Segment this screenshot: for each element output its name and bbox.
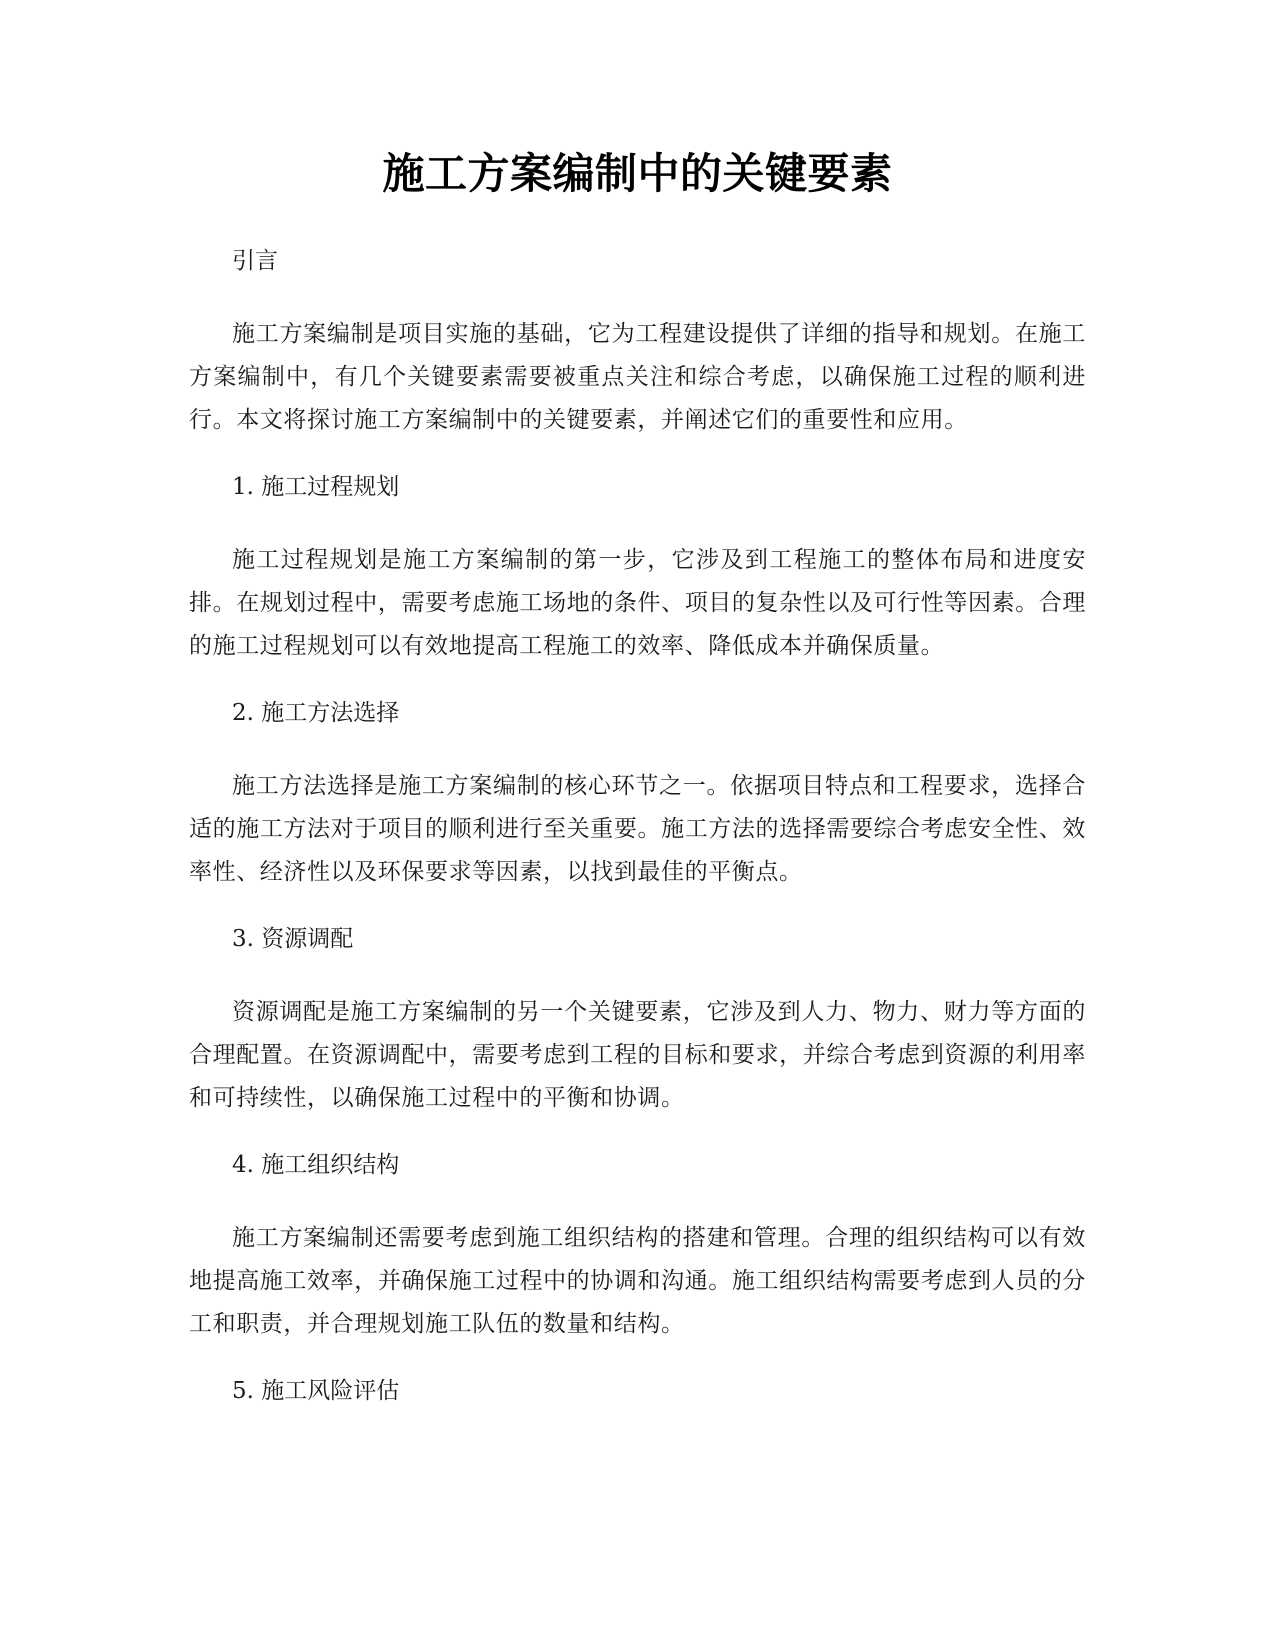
section-heading-1: 1. 施工过程规划 [232,474,400,500]
section-paragraph-2: 施工方法选择是施工方案编制的核心环节之一。依据项目特点和工程要求，选择合适的施工方法对于项目的顺利进行至关重要。施工方法的选择需要综合考虑安全性、效率性、经济性以及环保要求等因素，以找到最佳的平衡点。 [189,773,1086,885]
document-body [189,244,1086,1408]
document-title: 施工方案编制中的关键要素 [382,149,893,198]
section-paragraph-3: 资源调配是施工方案编制的另一个关键要素，它涉及到人力、物力、财力等方面的合理配置。在资源调配中，需要考虑到工程的目标和要求，并综合考虑到资源的利用率和可持续性，以确保施工过程中的平衡和协调。 [189,999,1086,1111]
section-paragraph-intro: 施工方案编制是项目实施的基础，它为工程建设提供了详细的指导和规划。在施工方案编制中，有几个关键要素需要被重点关注和综合考虑，以确保施工过程的顺利进行。本文将探讨施工方案编制中的关键要素，并阐述它们的重要性和应用。 [189,321,1086,433]
section-heading-5: 5. 施工风险评估 [232,1378,400,1404]
section-heading-4: 4. 施工组织结构 [232,1152,400,1178]
section-paragraph-1: 施工过程规划是施工方案编制的第一步，它涉及到工程施工的整体布局和进度安排。在规划过程中，需要考虑施工场地的条件、项目的复杂性以及可行性等因素。合理的施工过程规划可以有效地提高工程施工的效率、降低成本并确保质量。 [189,547,1086,659]
section-heading-2: 2. 施工方法选择 [232,700,400,726]
section-paragraph-4: 施工方案编制还需要考虑到施工组织结构的搭建和管理。合理的组织结构可以有效地提高施工效率，并确保施工过程中的协调和沟通。施工组织结构需要考虑到人员的分工和职责，并合理规划施工队伍的数量和结构。 [189,1225,1086,1337]
section-heading-intro: 引言 [232,248,278,274]
section-heading-3: 3. 资源调配 [232,926,354,952]
